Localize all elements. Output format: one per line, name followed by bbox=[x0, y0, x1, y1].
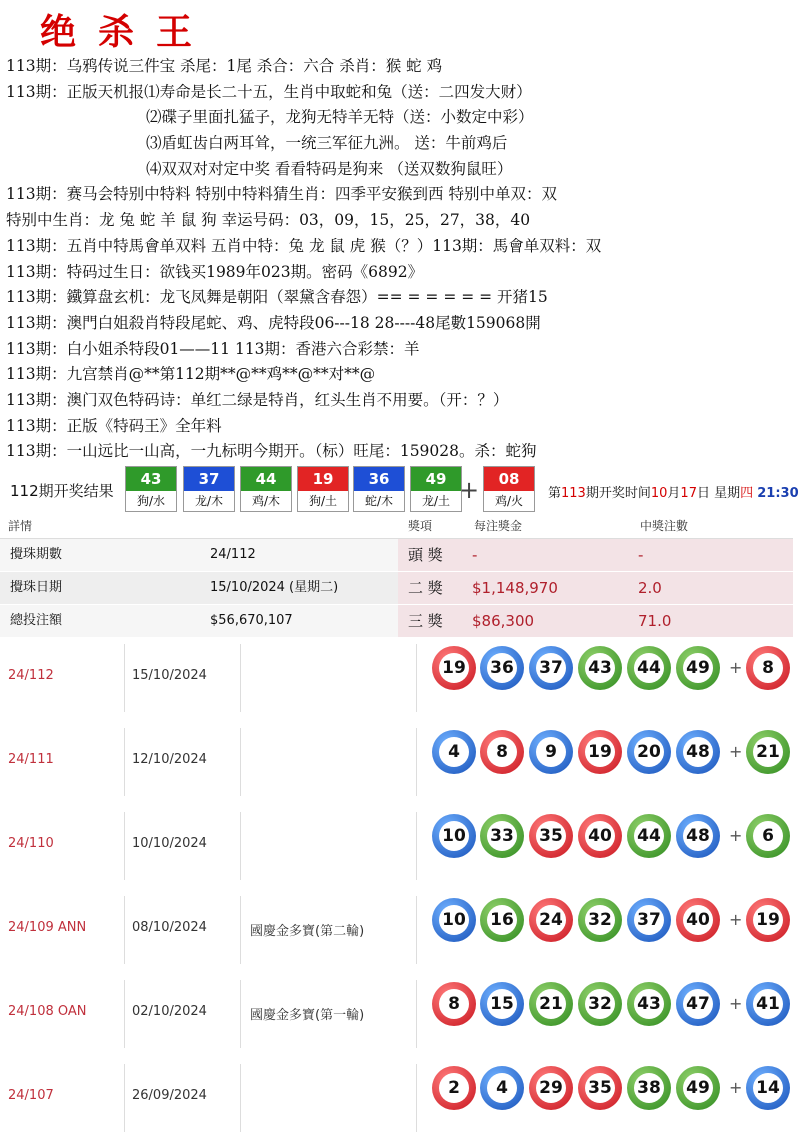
lottery-ball bbox=[627, 730, 671, 774]
prize-count: 71.0 bbox=[638, 612, 672, 630]
lottery-ball bbox=[529, 982, 573, 1026]
special-ball bbox=[746, 898, 790, 942]
ball-number: 37 bbox=[536, 653, 566, 683]
draw-number[interactable]: 24/111 bbox=[8, 752, 54, 767]
details-value: $56,670,107 bbox=[210, 613, 293, 628]
plus-sign: + bbox=[729, 742, 743, 761]
ball-number: 4 bbox=[439, 737, 469, 767]
draw-number[interactable]: 24/107 bbox=[8, 1088, 54, 1103]
lottery-ball bbox=[578, 1066, 622, 1110]
lottery-ball bbox=[627, 646, 671, 690]
lottery-ball bbox=[676, 646, 720, 690]
ball-number: 49 bbox=[683, 1073, 713, 1103]
ball-number: 16 bbox=[487, 905, 517, 935]
tile-number: 08 bbox=[484, 467, 534, 491]
prediction-line: ⑷双双对对定中奖 看看特码是狗来 （送双数狗鼠旺） bbox=[146, 159, 513, 178]
lottery-ball bbox=[480, 814, 524, 858]
ball-number: 21 bbox=[536, 989, 566, 1019]
ball-number: 36 bbox=[487, 653, 517, 683]
lottery-ball bbox=[578, 814, 622, 858]
ball-number: 19 bbox=[439, 653, 469, 683]
prize-cell bbox=[398, 605, 793, 637]
header-prize: 獎項 bbox=[408, 519, 433, 533]
lottery-ball bbox=[529, 646, 573, 690]
ball-number: 41 bbox=[753, 989, 783, 1019]
prediction-line: 113期：九宫禁肖@**第112期**@**鸡**@**对**@ bbox=[6, 365, 376, 384]
ball-number: 43 bbox=[634, 989, 664, 1019]
result-tile bbox=[183, 466, 235, 512]
plus-sign: + bbox=[729, 658, 743, 677]
ball-number: 6 bbox=[753, 821, 783, 851]
tile-number: 36 bbox=[354, 467, 404, 491]
details-row bbox=[0, 539, 793, 572]
details-row bbox=[0, 572, 793, 605]
draw-row[interactable] bbox=[0, 888, 793, 972]
draw-number[interactable]: 24/112 bbox=[8, 668, 54, 683]
page-title: 绝杀王 bbox=[40, 11, 215, 53]
prediction-line: 113期：赛马会特别中特料 特别中特料猜生肖：四季平安猴到西 特别中单双：双 bbox=[6, 185, 557, 204]
lottery-ball bbox=[578, 730, 622, 774]
draw-row[interactable] bbox=[0, 804, 793, 888]
lottery-ball bbox=[480, 646, 524, 690]
draw-date: 15/10/2024 bbox=[132, 668, 207, 683]
ball-number: 32 bbox=[585, 989, 615, 1019]
lottery-ball bbox=[578, 898, 622, 942]
prediction-line: 特别中生肖：龙 兔 蛇 羊 鼠 狗 幸运号码：03，09，15，25，27，38，40 bbox=[6, 211, 531, 230]
prediction-line: 113期：正版《特码王》全年料 bbox=[6, 416, 222, 435]
lottery-ball bbox=[676, 1066, 720, 1110]
result-tile bbox=[125, 466, 177, 512]
ball-number: 14 bbox=[753, 1073, 783, 1103]
ball-number: 40 bbox=[683, 905, 713, 935]
lottery-ball bbox=[627, 814, 671, 858]
prediction-line: 113期：鐵算盘玄机：龙飞凤舞是朝阳（翠黛含春怨）== = = = = = 开猪15 bbox=[6, 288, 548, 307]
draw-date: 12/10/2024 bbox=[132, 752, 207, 767]
details-value: 15/10/2024 (星期二) bbox=[210, 580, 339, 595]
prediction-line: ⑶盾虹齿白两耳耸，一统三军征九洲。 送：牛前鸡后 bbox=[146, 134, 508, 153]
tile-zodiac: 鸡/木 bbox=[251, 494, 281, 508]
prediction-line: 113期：一山远比一山高，一九标明今期开。（标）旺尾：159028。杀：蛇狗 bbox=[6, 442, 537, 461]
tile-number: 44 bbox=[241, 467, 291, 491]
lottery-ball bbox=[480, 982, 524, 1026]
result-tile bbox=[240, 466, 292, 512]
ball-number: 40 bbox=[585, 821, 615, 851]
tile-zodiac: 狗/水 bbox=[136, 494, 166, 508]
lottery-ball bbox=[627, 898, 671, 942]
result-tile bbox=[410, 466, 462, 512]
lottery-ball bbox=[578, 982, 622, 1026]
tile-zodiac: 龙/木 bbox=[194, 494, 224, 508]
ball-number: 21 bbox=[753, 737, 783, 767]
lottery-ball bbox=[676, 730, 720, 774]
details-row bbox=[0, 605, 793, 638]
plus-sign: + bbox=[729, 826, 743, 845]
lottery-ball bbox=[529, 730, 573, 774]
lottery-ball bbox=[529, 1066, 573, 1110]
prize-name: 頭 獎 bbox=[408, 546, 443, 564]
ball-number: 19 bbox=[585, 737, 615, 767]
lottery-ball bbox=[432, 814, 476, 858]
special-ball bbox=[746, 646, 790, 690]
draw-row[interactable] bbox=[0, 1056, 793, 1140]
tile-number: 49 bbox=[411, 467, 461, 491]
lottery-ball bbox=[578, 646, 622, 690]
ball-number: 24 bbox=[536, 905, 566, 935]
ball-number: 4 bbox=[487, 1073, 517, 1103]
details-table bbox=[0, 514, 793, 636]
ball-number: 43 bbox=[585, 653, 615, 683]
header-amount: 每注獎金 bbox=[474, 519, 523, 533]
ball-number: 8 bbox=[439, 989, 469, 1019]
tile-number: 19 bbox=[298, 467, 348, 491]
tile-zodiac: 蛇/木 bbox=[364, 494, 394, 508]
ball-number: 38 bbox=[634, 1073, 664, 1103]
draw-date: 08/10/2024 bbox=[132, 920, 207, 935]
header-details[interactable]: 詳情 bbox=[8, 519, 33, 533]
prize-count: - bbox=[638, 546, 644, 564]
special-ball bbox=[746, 730, 790, 774]
prediction-line: 113期：五肖中特馬會单双料 五肖中特：兔 龙 鼠 虎 猴（？）113期：馬會单双料：双 bbox=[6, 236, 602, 255]
ball-number: 10 bbox=[439, 905, 469, 935]
prediction-lines bbox=[0, 54, 793, 465]
ball-number: 33 bbox=[487, 821, 517, 851]
lottery-ball bbox=[676, 814, 720, 858]
lottery-ball bbox=[627, 982, 671, 1026]
prize-amount: $1,148,970 bbox=[472, 579, 558, 597]
details-label: 攪珠期數 bbox=[10, 547, 63, 562]
details-label: 攪珠日期 bbox=[10, 580, 63, 595]
draw-date: 02/10/2024 bbox=[132, 1004, 207, 1019]
tile-number: 43 bbox=[126, 467, 176, 491]
result-strip bbox=[0, 462, 799, 514]
ball-number: 35 bbox=[536, 821, 566, 851]
draw-row[interactable] bbox=[0, 720, 793, 804]
result-tile bbox=[353, 466, 405, 512]
draw-number[interactable]: 24/110 bbox=[8, 836, 54, 851]
lottery-ball bbox=[432, 898, 476, 942]
prize-amount: - bbox=[472, 546, 478, 564]
plus-sign: + bbox=[459, 476, 480, 504]
lottery-ball bbox=[480, 1066, 524, 1110]
prize-count: 2.0 bbox=[638, 579, 662, 597]
tile-number: 37 bbox=[184, 467, 234, 491]
tile-zodiac: 龙/土 bbox=[421, 494, 451, 508]
ball-number: 9 bbox=[536, 737, 566, 767]
ball-number: 20 bbox=[634, 737, 664, 767]
prize-name: 二 獎 bbox=[408, 579, 443, 597]
lottery-ball bbox=[432, 646, 476, 690]
prediction-line: 113期：特码过生日：欲钱买1989年023期。密码《6892》 bbox=[6, 262, 424, 281]
ball-number: 32 bbox=[585, 905, 615, 935]
header-count: 中獎注數 bbox=[640, 519, 689, 533]
ball-number: 47 bbox=[683, 989, 713, 1019]
details-label: 總投注額 bbox=[10, 613, 63, 628]
details-value: 24/112 bbox=[210, 547, 256, 562]
lottery-ball bbox=[432, 730, 476, 774]
draw-name: 國慶金多寶(第二輪) bbox=[250, 924, 365, 939]
ball-number: 2 bbox=[439, 1073, 469, 1103]
special-tile bbox=[483, 466, 535, 512]
lottery-ball bbox=[529, 898, 573, 942]
ball-number: 10 bbox=[439, 821, 469, 851]
tile-zodiac: 狗/土 bbox=[308, 494, 338, 508]
ball-number: 8 bbox=[753, 653, 783, 683]
prize-name: 三 獎 bbox=[408, 612, 443, 630]
plus-sign: + bbox=[729, 1078, 743, 1097]
lottery-ball bbox=[432, 982, 476, 1026]
ball-number: 44 bbox=[634, 653, 664, 683]
prize-amount: $86,300 bbox=[472, 612, 535, 630]
ball-number: 49 bbox=[683, 653, 713, 683]
draw-name: 國慶金多寶(第一輪) bbox=[250, 1008, 365, 1023]
prediction-line: 113期：白小姐杀特段01——11 113期：香港六合彩禁：羊 bbox=[6, 339, 420, 358]
tile-zodiac: 鸡/火 bbox=[494, 494, 524, 508]
special-ball bbox=[746, 1066, 790, 1110]
lottery-ball bbox=[676, 898, 720, 942]
plus-sign: + bbox=[729, 910, 743, 929]
draw-number[interactable]: 24/109 ANN bbox=[8, 920, 87, 935]
prediction-line: 113期：正版天机报⑴寿命是长二十五，生肖中取蛇和兔（送：二四发大财） bbox=[6, 82, 532, 101]
lottery-ball bbox=[480, 730, 524, 774]
ball-number: 8 bbox=[487, 737, 517, 767]
draw-row[interactable] bbox=[0, 972, 793, 1056]
details-header bbox=[0, 514, 793, 539]
lottery-ball bbox=[627, 1066, 671, 1110]
ball-number: 35 bbox=[585, 1073, 615, 1103]
lottery-ball bbox=[676, 982, 720, 1026]
draw-row[interactable] bbox=[0, 636, 793, 720]
ball-number: 29 bbox=[536, 1073, 566, 1103]
prediction-line: ⑵碟子里面扎猛子，龙狗无特羊无特（送：小数定中彩） bbox=[146, 108, 534, 127]
prediction-line: 113期：乌鸦传说三件宝 杀尾：1尾 杀合：六合 杀肖：猴 蛇 鸡 bbox=[6, 57, 443, 75]
draw-date: 10/10/2024 bbox=[132, 836, 207, 851]
next-draw-info: 第113期开奖时间10月17日 星期四 21:30 bbox=[548, 486, 799, 501]
draw-number[interactable]: 24/108 OAN bbox=[8, 1004, 87, 1019]
prediction-line: 113期：澳門白姐殺肖特段尾蛇、鸡、虎特段06---18 28----48尾數159068開 bbox=[6, 313, 541, 332]
special-ball bbox=[746, 814, 790, 858]
prize-cell bbox=[398, 572, 793, 604]
ball-number: 48 bbox=[683, 821, 713, 851]
plus-sign: + bbox=[729, 994, 743, 1013]
prediction-line: 113期：澳门双色特码诗：单红二绿是特肖，红头生肖不用要。（开：？） bbox=[6, 390, 509, 409]
ball-number: 19 bbox=[753, 905, 783, 935]
ball-number: 44 bbox=[634, 821, 664, 851]
special-ball bbox=[746, 982, 790, 1026]
lottery-ball bbox=[432, 1066, 476, 1110]
ball-number: 15 bbox=[487, 989, 517, 1019]
ball-number: 48 bbox=[683, 737, 713, 767]
result-label: 112期开奖结果 bbox=[10, 482, 114, 500]
prize-cell bbox=[398, 539, 793, 571]
lottery-ball bbox=[529, 814, 573, 858]
result-tile bbox=[297, 466, 349, 512]
ball-number: 37 bbox=[634, 905, 664, 935]
draw-date: 26/09/2024 bbox=[132, 1088, 207, 1103]
lottery-ball bbox=[480, 898, 524, 942]
